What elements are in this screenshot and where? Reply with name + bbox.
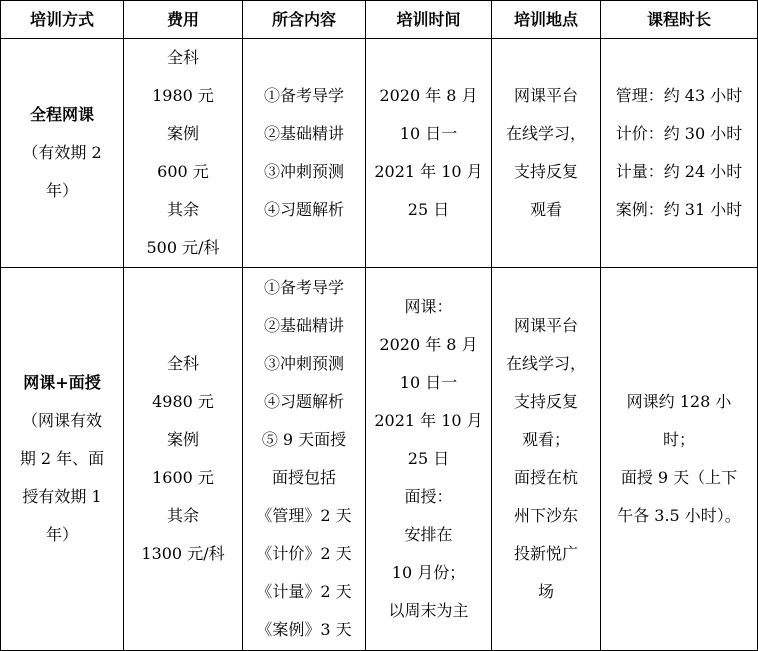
place-cell xyxy=(492,268,601,651)
duration-line: 时； xyxy=(662,430,695,449)
header-place: 培训地点 xyxy=(492,1,601,39)
fee-cell xyxy=(124,39,243,268)
mode-title: 全程网课 xyxy=(29,105,94,124)
place-line: 支持反复 xyxy=(513,162,578,181)
table-row xyxy=(1,268,758,651)
time-line: 2021 年 10 月 xyxy=(374,162,483,181)
content-line: 《计价》2 天 xyxy=(256,544,352,563)
time-line: 面授： xyxy=(404,487,453,506)
time-cell xyxy=(366,268,492,651)
content-line: 《管理》2 天 xyxy=(256,506,352,525)
fee-line: 600 元 xyxy=(157,162,209,181)
place-line: 场 xyxy=(537,582,554,601)
content-line: ②基础精讲 xyxy=(263,124,344,143)
time-line: 安排在 xyxy=(404,525,453,544)
time-line: 25 日 xyxy=(407,200,450,219)
mode-note: （网课有效 xyxy=(21,411,102,430)
duration-line: 网课约 128 小 xyxy=(626,392,732,411)
fee-line: 案例 xyxy=(166,430,199,449)
place-line: 网课平台 xyxy=(513,316,578,335)
table-row xyxy=(1,39,758,268)
time-line: 10 月份； xyxy=(391,563,466,582)
content-line: ②基础精讲 xyxy=(263,316,344,335)
duration-cell xyxy=(601,39,758,268)
duration-line: 管理：约 43 小时 xyxy=(615,86,743,105)
time-line: 以周末为主 xyxy=(388,601,469,620)
time-line: 10 日一 xyxy=(399,124,458,143)
content-cell xyxy=(243,268,366,651)
fee-cell xyxy=(124,268,243,651)
place-cell xyxy=(492,39,601,268)
fee-line: 其余 xyxy=(166,506,199,525)
content-line: ③冲刺预测 xyxy=(263,162,344,181)
header-mode: 培训方式 xyxy=(1,1,124,39)
content-line: ①备考导学 xyxy=(263,278,344,297)
fee-line: 1980 元 xyxy=(152,86,214,105)
place-line: 观看； xyxy=(521,430,570,449)
header-fee: 费用 xyxy=(124,1,243,39)
duration-line: 计量：约 24 小时 xyxy=(615,162,743,181)
time-line: 2021 年 10 月 xyxy=(374,411,483,430)
mode-note: 期 2 年、面 xyxy=(19,449,105,468)
time-line: 10 日一 xyxy=(399,373,458,392)
duration-cell xyxy=(601,268,758,651)
content-line: ⑤ 9 天面授 xyxy=(261,430,347,449)
header-time: 培训时间 xyxy=(366,1,492,39)
place-line: 在线学习， xyxy=(505,124,586,143)
header-duration: 课程时长 xyxy=(601,1,758,39)
place-line: 网课平台 xyxy=(513,86,578,105)
place-line: 在线学习， xyxy=(505,354,586,373)
time-line: 2020 年 8 月 xyxy=(379,335,478,354)
mode-note: 授有效期 1 xyxy=(22,487,102,506)
place-line: 州下沙东 xyxy=(513,506,578,525)
duration-line: 计价：约 30 小时 xyxy=(615,124,743,143)
content-line: ④习题解析 xyxy=(263,200,344,219)
place-line: 观看 xyxy=(529,200,562,219)
fee-line: 1300 元/科 xyxy=(141,544,225,563)
content-line: ③冲刺预测 xyxy=(263,354,344,373)
duration-line: 午各 3.5 小时）。 xyxy=(617,506,741,525)
fee-line: 4980 元 xyxy=(152,392,214,411)
fee-line: 其余 xyxy=(166,200,199,219)
fee-line: 案例 xyxy=(166,124,199,143)
content-cell xyxy=(243,39,366,268)
time-line: 2020 年 8 月 xyxy=(379,86,478,105)
mode-note: （有效期 2 xyxy=(22,143,102,162)
duration-line: 案例：约 31 小时 xyxy=(615,200,743,219)
time-line: 25 日 xyxy=(407,449,450,468)
content-line: ④习题解析 xyxy=(263,392,344,411)
time-cell xyxy=(366,39,492,268)
mode-cell xyxy=(1,39,124,268)
mode-title: 网课+面授 xyxy=(23,373,101,392)
content-line: 面授包括 xyxy=(271,468,336,487)
fee-line: 500 元/科 xyxy=(146,238,220,257)
content-line: ①备考导学 xyxy=(263,86,344,105)
content-line: 《案例》3 天 xyxy=(256,620,352,639)
content-line: 《计量》2 天 xyxy=(256,582,352,601)
place-line: 面授在杭 xyxy=(513,468,578,487)
mode-cell xyxy=(1,268,124,651)
header-row xyxy=(1,1,758,39)
fee-line: 全科 xyxy=(166,48,199,67)
fee-line: 全科 xyxy=(166,354,199,373)
header-content: 所含内容 xyxy=(243,1,366,39)
place-line: 投新悦广 xyxy=(513,544,578,563)
mode-note: 年） xyxy=(45,181,78,200)
mode-note: 年） xyxy=(45,525,78,544)
time-line: 网课： xyxy=(404,297,453,316)
place-line: 支持反复 xyxy=(513,392,578,411)
duration-line: 面授 9 天（上下 xyxy=(620,468,738,487)
fee-line: 1600 元 xyxy=(152,468,214,487)
